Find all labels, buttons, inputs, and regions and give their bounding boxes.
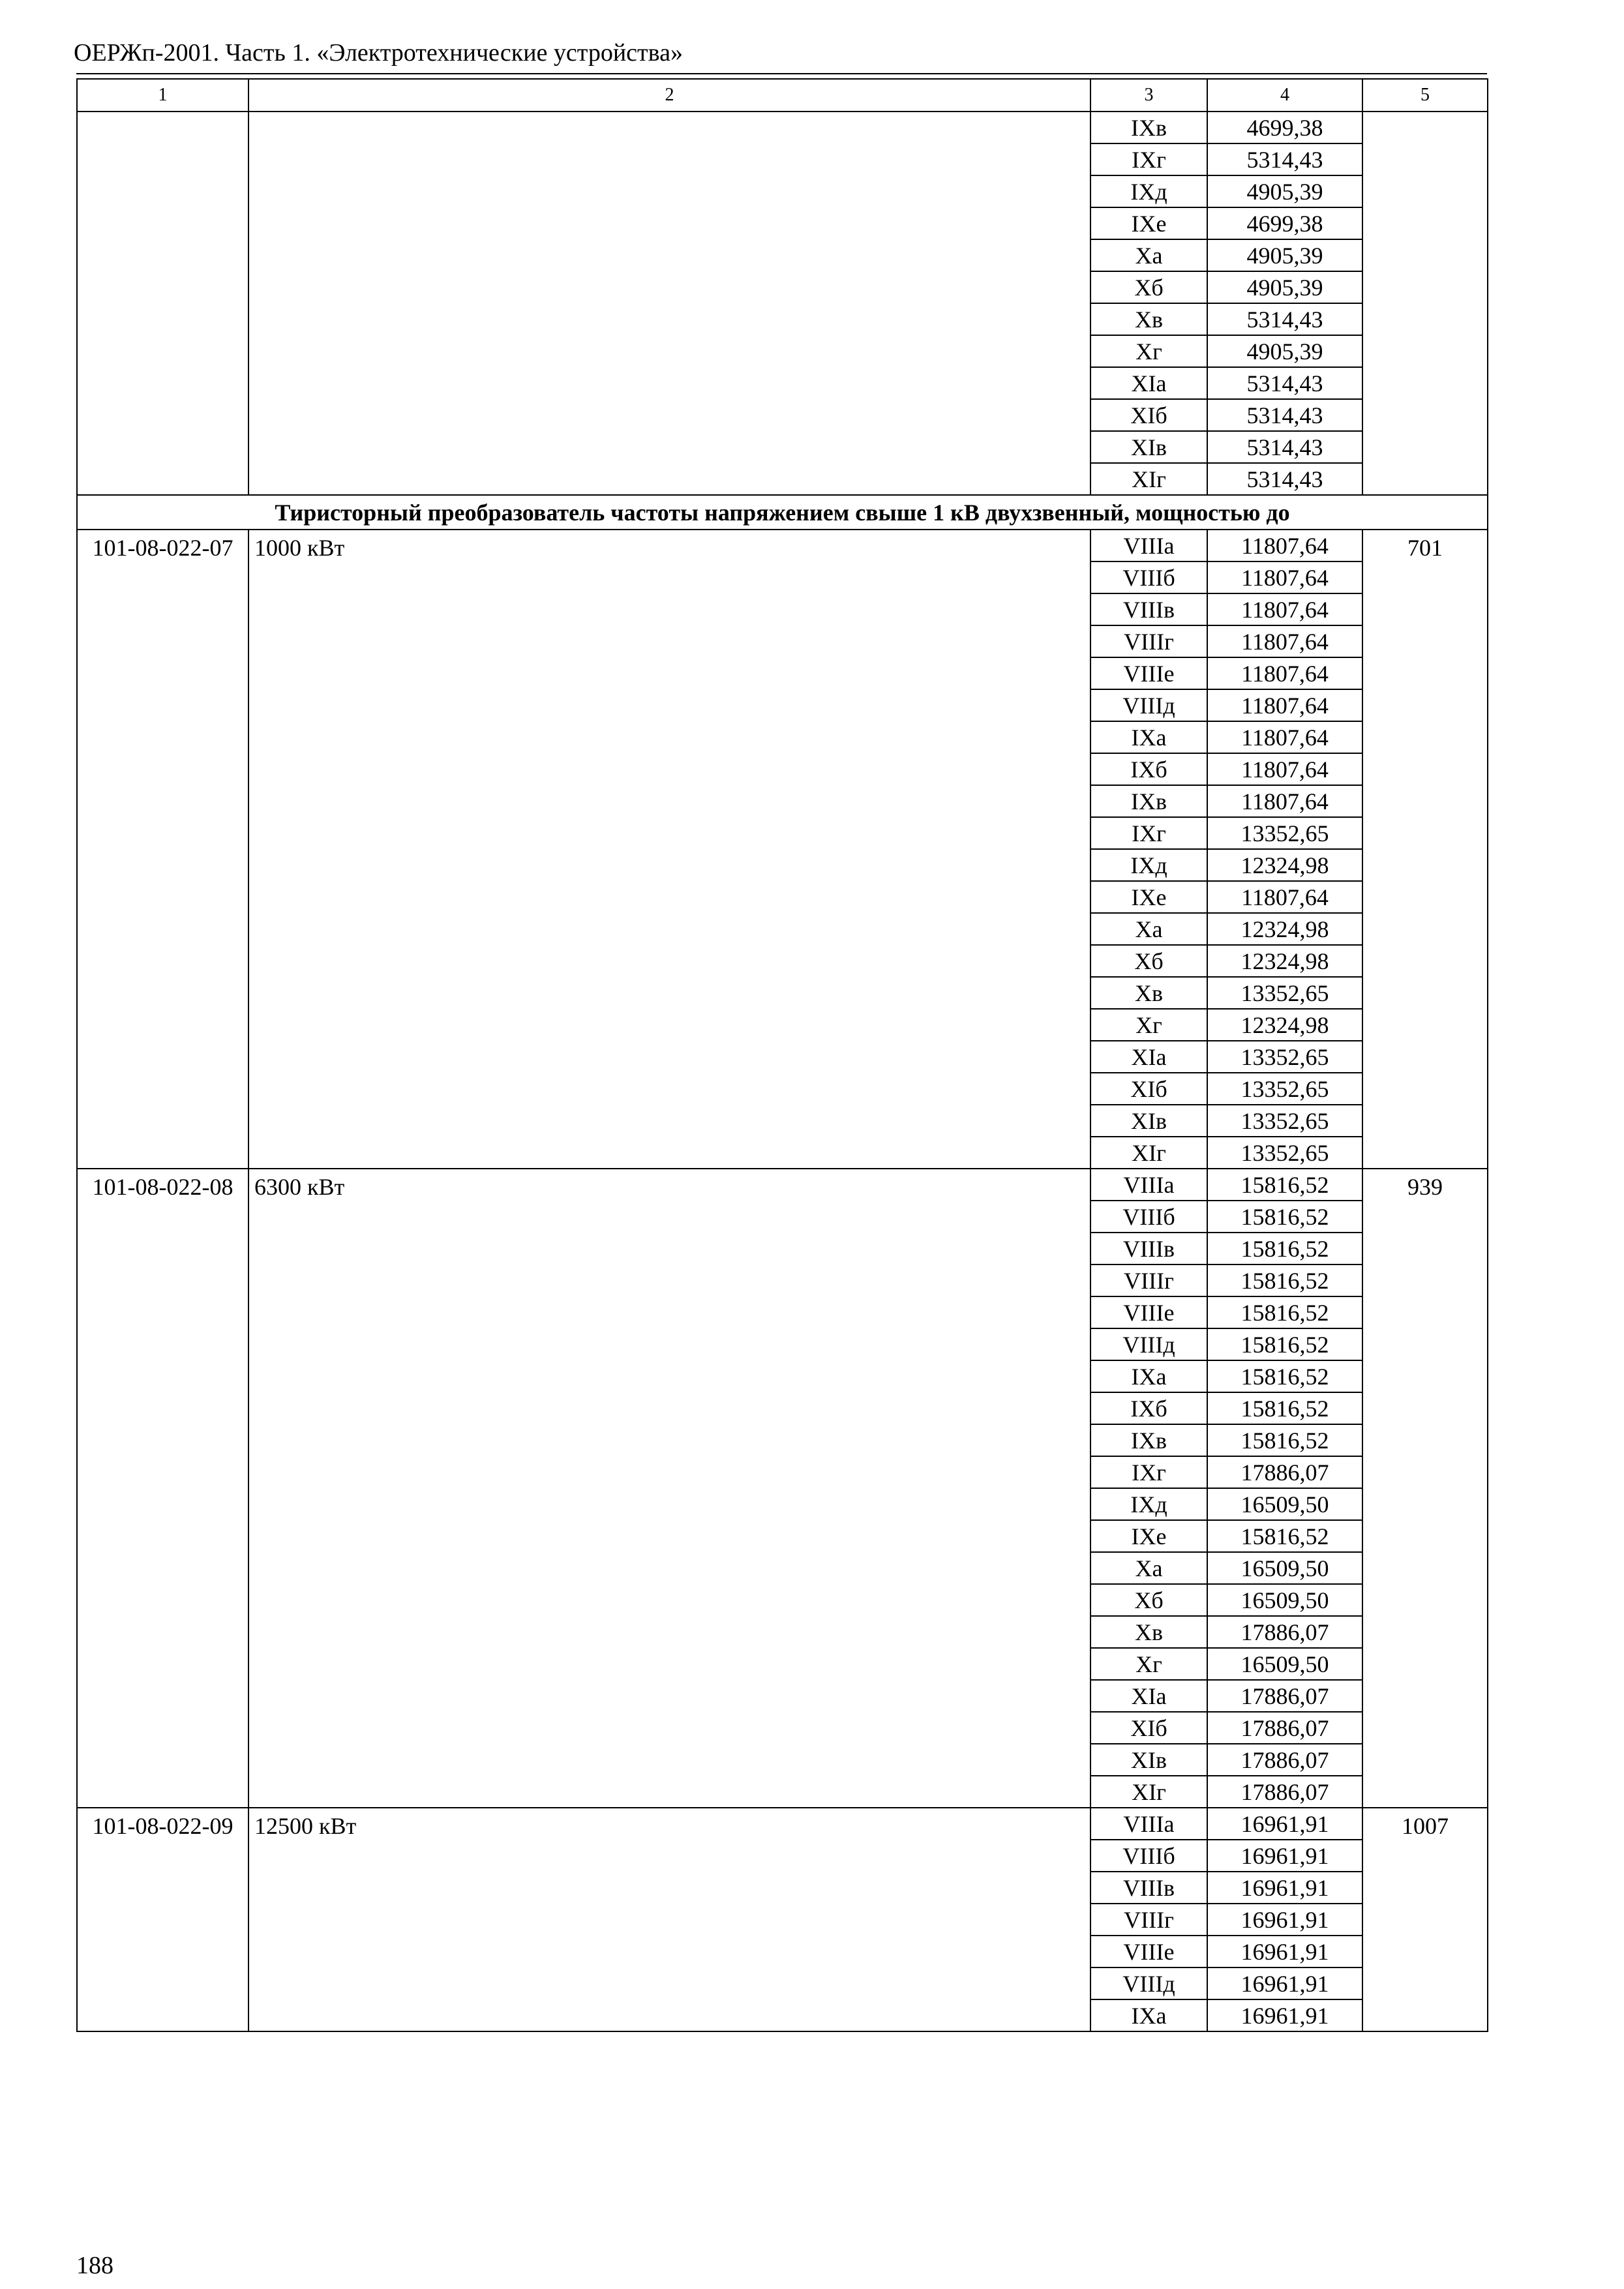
zone-cell: XIг	[1090, 1137, 1207, 1169]
item-description	[248, 112, 1090, 495]
zone-cell: XIа	[1090, 367, 1207, 399]
price-cell: 5314,43	[1207, 463, 1362, 495]
price-cell: 12324,98	[1207, 849, 1362, 881]
price-cell: 15816,52	[1207, 1264, 1362, 1296]
price-table	[76, 78, 1488, 2032]
price-cell: 16961,91	[1207, 1808, 1362, 1840]
table-row	[77, 1169, 1488, 1201]
price-cell: 17886,07	[1207, 1776, 1362, 1808]
zone-cell: IXг	[1090, 143, 1207, 175]
zone-cell: XIа	[1090, 1680, 1207, 1712]
zone-cell: IXе	[1090, 207, 1207, 239]
price-cell: 13352,65	[1207, 1105, 1362, 1137]
zone-cell: Xг	[1090, 1009, 1207, 1041]
zone-cell: VIIIб	[1090, 1201, 1207, 1233]
price-cell: 13352,65	[1207, 1041, 1362, 1073]
zone-cell: XIв	[1090, 1744, 1207, 1776]
price-cell: 16509,50	[1207, 1488, 1362, 1520]
price-cell: 4905,39	[1207, 335, 1362, 367]
price-cell: 11807,64	[1207, 881, 1362, 913]
header-rule	[76, 73, 1487, 74]
price-cell: 15816,52	[1207, 1424, 1362, 1456]
zone-cell: XIб	[1090, 1073, 1207, 1105]
page-header-title: ОЕРЖп-2001. Часть 1. «Электротехнические устройства»	[74, 39, 683, 67]
zone-cell: VIIIв	[1090, 1233, 1207, 1264]
price-cell: 4905,39	[1207, 239, 1362, 271]
price-cell: 16961,91	[1207, 1967, 1362, 1999]
price-cell: 13352,65	[1207, 1073, 1362, 1105]
price-cell: 4905,39	[1207, 271, 1362, 303]
price-cell: 11807,64	[1207, 593, 1362, 625]
zone-cell: VIIIв	[1090, 593, 1207, 625]
price-cell: 5314,43	[1207, 143, 1362, 175]
price-cell: 16509,50	[1207, 1584, 1362, 1616]
price-cell: 16509,50	[1207, 1648, 1362, 1680]
price-cell: 4699,38	[1207, 207, 1362, 239]
price-cell: 11807,64	[1207, 625, 1362, 657]
zone-cell: VIIIд	[1090, 1967, 1207, 1999]
price-cell: 15816,52	[1207, 1520, 1362, 1552]
zone-cell: VIIIе	[1090, 1936, 1207, 1967]
price-cell: 11807,64	[1207, 689, 1362, 721]
zone-cell: VIIIб	[1090, 561, 1207, 593]
zone-cell: XIв	[1090, 1105, 1207, 1137]
zone-cell: Xа	[1090, 1552, 1207, 1584]
zone-cell: IXд	[1090, 1488, 1207, 1520]
zone-cell: Xг	[1090, 1648, 1207, 1680]
price-cell: 11807,64	[1207, 753, 1362, 785]
zone-cell: Xа	[1090, 913, 1207, 945]
zone-cell: VIIIа	[1090, 530, 1207, 561]
price-table-body	[77, 79, 1488, 2031]
zone-cell: XIб	[1090, 399, 1207, 431]
price-cell: 15816,52	[1207, 1169, 1362, 1201]
price-cell: 11807,64	[1207, 561, 1362, 593]
zone-cell: IXа	[1090, 1999, 1207, 2031]
item-code: 101-08-022-08	[77, 1169, 248, 1808]
price-cell: 11807,64	[1207, 721, 1362, 753]
zone-cell: IXе	[1090, 1520, 1207, 1552]
price-cell: 17886,07	[1207, 1680, 1362, 1712]
zone-cell: VIIIг	[1090, 625, 1207, 657]
price-cell: 16961,91	[1207, 1872, 1362, 1904]
price-cell: 5314,43	[1207, 367, 1362, 399]
price-cell: 15816,52	[1207, 1296, 1362, 1328]
zone-cell: VIIIа	[1090, 1808, 1207, 1840]
zone-cell: XIг	[1090, 463, 1207, 495]
price-cell: 12324,98	[1207, 1009, 1362, 1041]
zone-cell: VIIIг	[1090, 1904, 1207, 1936]
price-cell: 11807,64	[1207, 657, 1362, 689]
zone-cell: IXд	[1090, 175, 1207, 207]
price-cell: 13352,65	[1207, 1137, 1362, 1169]
zone-cell: XIг	[1090, 1776, 1207, 1808]
zone-cell: IXг	[1090, 817, 1207, 849]
price-cell: 17886,07	[1207, 1712, 1362, 1744]
zone-cell: IXв	[1090, 1424, 1207, 1456]
column-number: 4	[1207, 79, 1362, 112]
zone-cell: Xб	[1090, 945, 1207, 977]
item-code: 101-08-022-09	[77, 1808, 248, 2031]
column-number: 3	[1090, 79, 1207, 112]
column-number: 5	[1362, 79, 1488, 112]
zone-cell: VIIIд	[1090, 689, 1207, 721]
column-number: 1	[77, 79, 248, 112]
price-cell: 15816,52	[1207, 1233, 1362, 1264]
zone-cell: VIIIд	[1090, 1328, 1207, 1360]
section-title: Тиристорный преобразователь частоты напряжением свыше 1 кВ двухзвенный, мощностью до	[77, 495, 1488, 530]
price-cell: 17886,07	[1207, 1616, 1362, 1648]
price-cell: 15816,52	[1207, 1328, 1362, 1360]
weight-cell: 701	[1362, 530, 1488, 1169]
zone-cell: Xг	[1090, 335, 1207, 367]
table-row	[77, 530, 1488, 561]
zone-cell: VIIIа	[1090, 1169, 1207, 1201]
zone-cell: XIв	[1090, 431, 1207, 463]
zone-cell: IXв	[1090, 112, 1207, 143]
zone-cell: XIб	[1090, 1712, 1207, 1744]
zone-cell: IXг	[1090, 1456, 1207, 1488]
weight-cell: 939	[1362, 1169, 1488, 1808]
price-cell: 12324,98	[1207, 945, 1362, 977]
price-cell: 15816,52	[1207, 1392, 1362, 1424]
price-cell: 4699,38	[1207, 112, 1362, 143]
zone-cell: VIIIв	[1090, 1872, 1207, 1904]
price-cell: 16509,50	[1207, 1552, 1362, 1584]
price-cell: 12324,98	[1207, 913, 1362, 945]
zone-cell: VIIIб	[1090, 1840, 1207, 1872]
item-description: 6300 кВт	[248, 1169, 1090, 1808]
price-cell: 17886,07	[1207, 1744, 1362, 1776]
price-cell: 16961,91	[1207, 1936, 1362, 1967]
zone-cell: Xб	[1090, 1584, 1207, 1616]
price-cell: 4905,39	[1207, 175, 1362, 207]
price-cell: 15816,52	[1207, 1201, 1362, 1233]
price-cell: 11807,64	[1207, 530, 1362, 561]
price-cell: 13352,65	[1207, 817, 1362, 849]
price-cell: 13352,65	[1207, 977, 1362, 1009]
price-cell: 5314,43	[1207, 303, 1362, 335]
zone-cell: IXа	[1090, 1360, 1207, 1392]
zone-cell: IXе	[1090, 881, 1207, 913]
item-code	[77, 112, 248, 495]
section-header-row	[77, 495, 1488, 530]
price-cell: 17886,07	[1207, 1456, 1362, 1488]
zone-cell: Xв	[1090, 303, 1207, 335]
price-cell: 5314,43	[1207, 399, 1362, 431]
zone-cell: VIIIг	[1090, 1264, 1207, 1296]
zone-cell: IXб	[1090, 1392, 1207, 1424]
column-number-row	[77, 79, 1488, 112]
zone-cell: XIа	[1090, 1041, 1207, 1073]
price-cell: 16961,91	[1207, 1999, 1362, 2031]
zone-cell: Xа	[1090, 239, 1207, 271]
zone-cell: IXб	[1090, 753, 1207, 785]
zone-cell: VIIIе	[1090, 657, 1207, 689]
item-code: 101-08-022-07	[77, 530, 248, 1169]
price-cell: 5314,43	[1207, 431, 1362, 463]
zone-cell: IXв	[1090, 785, 1207, 817]
table-row	[77, 112, 1488, 143]
zone-cell: VIIIе	[1090, 1296, 1207, 1328]
table-row	[77, 1808, 1488, 1840]
price-cell: 16961,91	[1207, 1904, 1362, 1936]
zone-cell: Xв	[1090, 977, 1207, 1009]
weight-cell: 1007	[1362, 1808, 1488, 2031]
column-number: 2	[248, 79, 1090, 112]
zone-cell: Xб	[1090, 271, 1207, 303]
item-description: 1000 кВт	[248, 530, 1090, 1169]
zone-cell: IXа	[1090, 721, 1207, 753]
weight-cell	[1362, 112, 1488, 495]
price-cell: 16961,91	[1207, 1840, 1362, 1872]
page-number: 188	[76, 2252, 113, 2279]
price-cell: 11807,64	[1207, 785, 1362, 817]
zone-cell: Xв	[1090, 1616, 1207, 1648]
price-cell: 15816,52	[1207, 1360, 1362, 1392]
zone-cell: IXд	[1090, 849, 1207, 881]
item-description: 12500 кВт	[248, 1808, 1090, 2031]
